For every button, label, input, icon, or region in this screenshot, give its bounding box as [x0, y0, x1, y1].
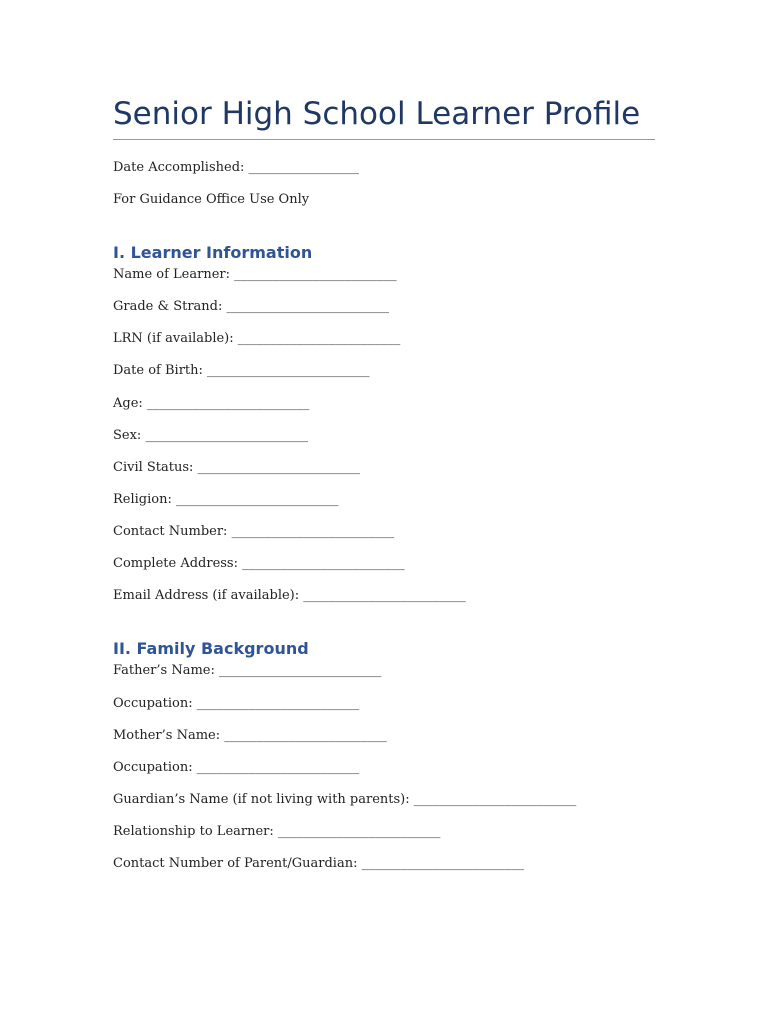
document-title: Senior High School Learner Profile — [113, 96, 641, 132]
section-heading-family-background: II. Family Background — [113, 639, 309, 658]
field-complete-address: Complete Address: _________________________ — [113, 556, 405, 571]
field-religion: Religion: _________________________ — [113, 492, 339, 507]
field-grade-strand: Grade & Strand: _________________________ — [113, 299, 390, 314]
field-name-of-learner: Name of Learner: _________________________ — [113, 267, 397, 282]
field-civil-status: Civil Status: _________________________ — [113, 460, 361, 475]
field-mother-occupation: Occupation: _________________________ — [113, 760, 360, 775]
field-father-occupation: Occupation: _________________________ — [113, 696, 360, 711]
field-email-address: Email Address (if available): _________________________ — [113, 588, 466, 603]
field-lrn: LRN (if available): _________________________ — [113, 331, 401, 346]
date-accomplished-field: Date Accomplished: _________________ — [113, 160, 360, 175]
field-date-of-birth: Date of Birth: _________________________ — [113, 363, 370, 378]
field-sex: Sex: _________________________ — [113, 428, 308, 443]
field-guardian-contact-number: Contact Number of Parent/Guardian: _________________________ — [113, 856, 525, 871]
title-underline — [113, 139, 655, 140]
field-guardians-name: Guardian’s Name (if not living with parents): _________________________ — [113, 792, 577, 807]
field-age: Age: _________________________ — [113, 396, 310, 411]
field-relationship-to-learner: Relationship to Learner: _________________________ — [113, 824, 441, 839]
guidance-office-note: For Guidance Office Use Only — [113, 192, 310, 207]
field-mothers-name: Mother’s Name: _________________________ — [113, 728, 387, 743]
section-heading-learner-information: I. Learner Information — [113, 243, 313, 262]
field-fathers-name: Father’s Name: _________________________ — [113, 663, 382, 678]
field-contact-number: Contact Number: _________________________ — [113, 524, 395, 539]
